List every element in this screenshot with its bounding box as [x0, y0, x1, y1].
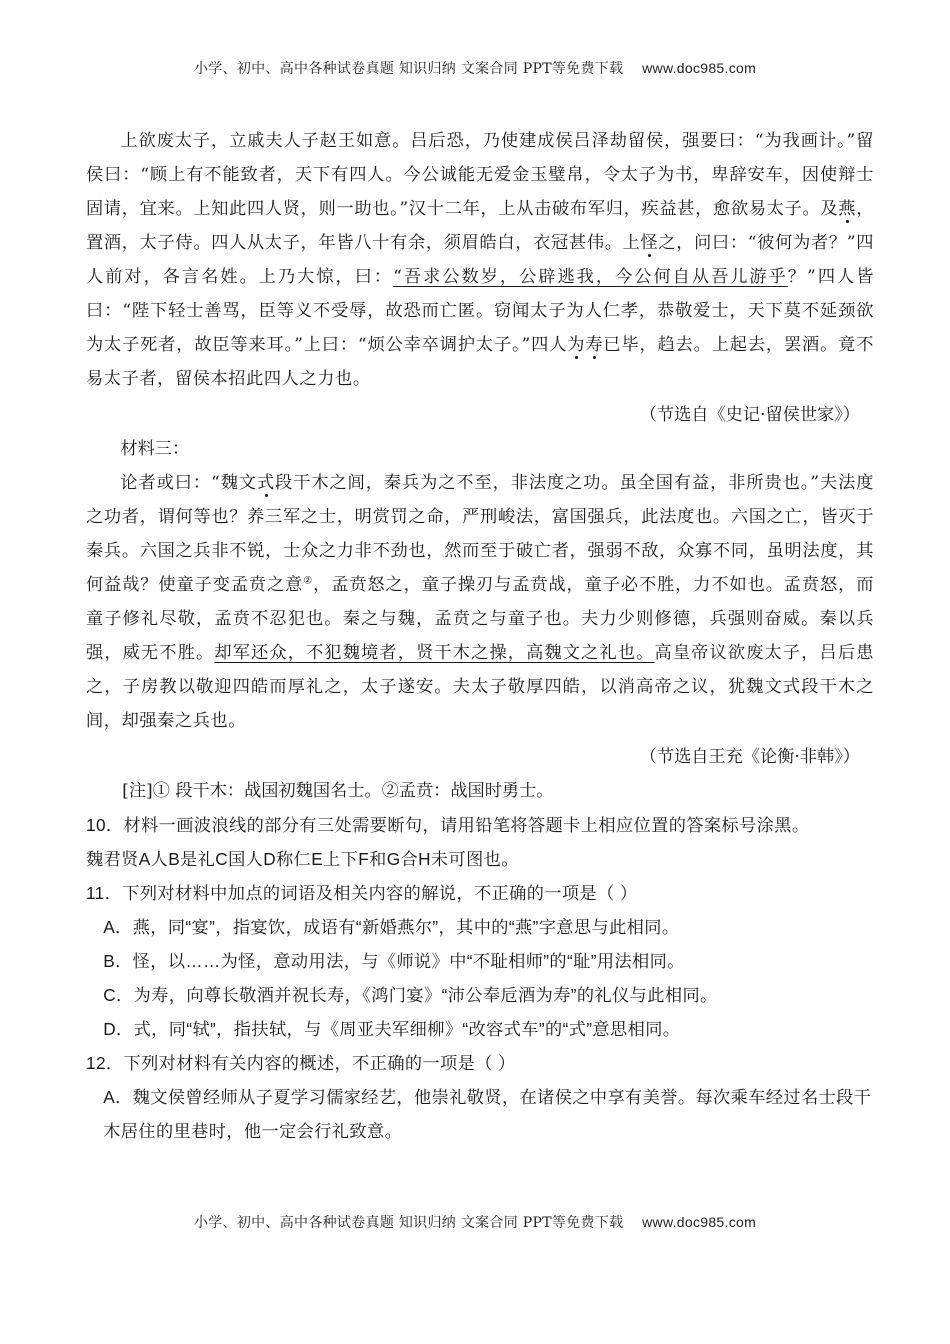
dotted-word-yan: 燕: [838, 199, 857, 219]
header-text: 小学、初中、高中各种试卷真题 知识归纳 文案合同 PPT等免费下载: [193, 61, 624, 77]
material2-paragraph: [86, 124, 874, 396]
question-10-stem: 10．材料一画波浪线的部分有三处需要断句，请用铅笔将答题卡上相应位置的答案标号涂黑。: [86, 815, 810, 835]
text-span: ，孟贲怒之，童子操刃与孟贲战，童子必不胜，力不如也。孟贲怒，而童子修礼尽敬，孟贲不忍犯也。秦之与魏，孟贲之与童子也。夫力少则修德，兵强则奋威。秦以兵强，威无不胜。: [86, 575, 874, 663]
question-12-stem: 12．下列对材料有关内容的概述，不正确的一项是（ ）: [86, 1053, 516, 1073]
question-11-option-b: B．怪，以……为怪，意动用法，与《师说》中“不耻相师”的“耻”用法相同。: [103, 951, 685, 971]
footer-text: 小学、初中、高中各种试卷真题 知识归纳 文案合同 PPT等免费下载: [193, 1215, 624, 1231]
question-11-option-a: A．燕，同“宴”，指宴饮，成语有“新婚燕尔”，其中的“燕”字意思与此相同。: [103, 917, 680, 937]
dotted-word-guai: 怪: [640, 233, 659, 253]
text-span: 已毕，趋去。上起去，罢酒。竟不易太子者，留侯本招此四人之力也。: [86, 335, 874, 389]
page-footer: [0, 1212, 950, 1232]
text-span: ，置酒，太子侍。四人从太子，年皆八十有余，须眉皓白，衣冠甚伟。上: [86, 199, 874, 253]
footer-url[interactable]: www.doc985.com: [642, 1214, 757, 1230]
question-11-option-d: D．式，同“轼”，指扶轼，与《周亚夫军细柳》“改容式车”的“式”意思相同。: [103, 1019, 681, 1039]
text-span: ？”四人皆曰：“陛下轻士善骂，臣等义不受辱，故恐而亡匿。窃闻太子为人仁孝，恭敬爱士，天下莫不延颈欲为太子死者，故臣等来耳。”上曰：“烦公幸卒调护太子。”四人: [86, 267, 874, 355]
question-10-line: 魏君贤A人B是礼C国人D称仁E上下F和G合H未可图也。: [86, 849, 519, 869]
text-span: 论者或曰：“魏文: [120, 473, 257, 493]
material2-source: （节选自《史记·留侯世家》）: [639, 405, 860, 425]
material3-paragraph: [86, 466, 874, 738]
underlined-sentence: 却军还众，不犯魏境者，贤干木之操，高魏文之礼也。: [214, 643, 655, 663]
footnotes: [注]① 段干木：战国初魏国名士。②孟贲：战国时勇士。: [122, 781, 554, 801]
dotted-word-shi: 式: [256, 473, 276, 493]
text-span: 高皇帝议欲废太子，吕后患之，子房教以敬迎四皓而厚礼之，太子遂安。夫太子敬厚四皓，以消高帝之议，犹魏文式段干木之闾，却强秦之兵也。: [86, 643, 875, 731]
footnote-marker: ②: [303, 575, 314, 587]
document-body: [86, 124, 874, 1148]
text-span: 之，问曰：“彼何为者？”四人前对，各言名姓。上乃大惊，曰：: [86, 233, 874, 287]
material3-source: （节选自王充《论衡·非韩》）: [639, 747, 860, 767]
page-header: [0, 58, 950, 78]
question-11-option-c: C．为寿，向尊长敬酒并祝长寿，《鸿门宴》“沛公奉卮酒为寿”的礼仪与此相同。: [103, 985, 718, 1005]
dotted-word-wei: 为: [567, 335, 586, 355]
header-url[interactable]: www.doc985.com: [642, 60, 757, 76]
question-12-option-a: A．魏文侯曾经师从子夏学习儒家经艺，他崇礼敬贤，在诸侯之中享有美誉。每次乘车经过名士段干木居住的里巷时，他一定会行礼致意。: [103, 1087, 872, 1141]
underlined-sentence: “吾求公数岁，公辟逃我，今公何自从吾儿游乎: [393, 267, 788, 287]
material3-label: 材料三：: [120, 439, 190, 459]
question-11-stem: 11．下列对材料中加点的词语及相关内容的解说，不正确的一项是（ ）: [86, 883, 638, 903]
text-span: 段干木之闾，秦兵为之不至，非法度之功。虽全国有益，非所贵也。”夫法度之功者，谓何等也？养三军之士，明赏罚之命，严刑峻法，富国强兵，此法度也。六国之亡，皆灭于秦兵。六国之兵非不锐，士众之力非不劲也，然而至于破亡者，强弱不敌，众寡不同，虽明法度，其何益哉？使童子变孟贲之意: [86, 473, 874, 595]
text-span: 上欲废太子，立戚夫人子赵王如意。吕后恐，乃使建成侯吕泽劫留侯，强要曰：“为我画计。”留侯曰：“顾上有不能致者，天下有四人。今公诚能无爱金玉璧帛，令太子为书，卑辞安车，因使辩士固请，宜来。上知此四人贤，则一助也。”汉十二年，上从击破布军归，疾益甚，愈欲易太子。及: [86, 131, 874, 219]
dotted-word-shou: 寿: [585, 335, 604, 355]
